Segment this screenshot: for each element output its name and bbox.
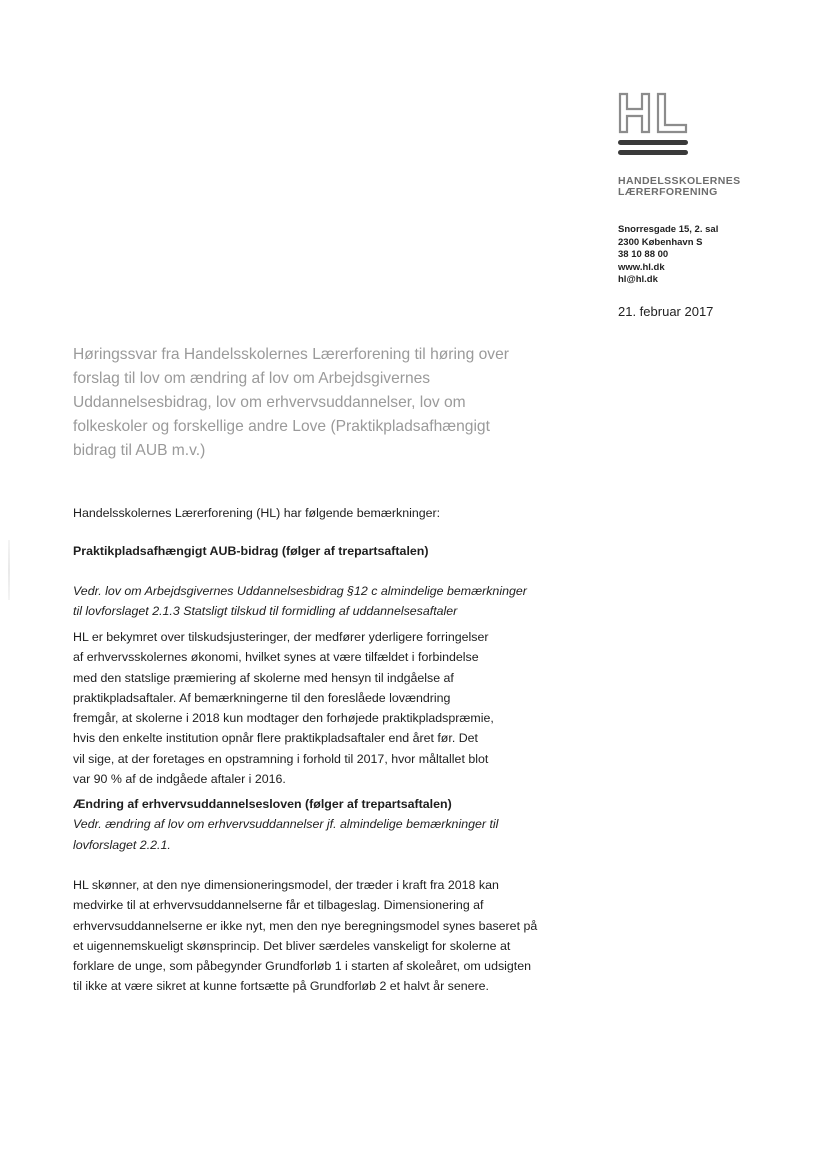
body-line: med den statslige præmiering af skolerne med hensyn til indgåelse af bbox=[73, 670, 454, 685]
intro-paragraph: Handelsskolernes Lærerforening (HL) har følgende bemærkninger: bbox=[73, 506, 441, 520]
body-line: var 90 % af de indgåede aftaler i 2016. bbox=[73, 772, 286, 787]
title-line: Høringssvar fra Handelsskolernes Lærerforening til høring over bbox=[73, 346, 509, 363]
title-line: forslag til lov om ændring af lov om Arbejdsgivernes bbox=[73, 370, 431, 387]
sender-address bbox=[618, 224, 718, 287]
title-line: bidrag til AUB m.v.) bbox=[73, 442, 206, 459]
section1-reference bbox=[73, 581, 573, 622]
body-line: fremgår, at skolerne i 2018 kun modtager den forhøjede praktikpladspræmie, bbox=[73, 711, 494, 726]
hl-logo bbox=[618, 92, 698, 158]
reference-line: til lovforslaget 2.1.3 Statsligt tilskud til formidling af uddannelsesaftaler bbox=[73, 604, 458, 619]
address-phone: 38 10 88 00 bbox=[618, 249, 669, 261]
body-line: et uigennemskueligt skønsprincip. Det bliver særdeles vanskeligt for skolerne at bbox=[73, 938, 511, 953]
section1-heading: Praktikpladsafhængigt AUB-bidrag (følger af trepartsaftalen) bbox=[73, 544, 429, 558]
title-line: folkeskoler og forskellige andre Love (Praktikpladsafhængigt bbox=[73, 418, 490, 435]
body-line: forklare de unge, som påbegynder Grundforløb 1 i starten af skoleåret, om udsigten bbox=[73, 959, 532, 974]
section2-heading: Ændring af erhvervsuddannelsesloven (følger af trepartsaftalen) bbox=[73, 797, 452, 811]
reference-line: Vedr. lov om Arbejdsgivernes Uddannelsesbidrag §12 c almindelige bemærkninger bbox=[73, 584, 527, 598]
org-name-line: LÆRERFORENING bbox=[618, 186, 718, 198]
address-website: www.hl.dk bbox=[618, 261, 665, 273]
body-line: praktikpladsaftaler. Af bemærkningerne til den foreslåede lovændring bbox=[73, 690, 451, 705]
address-email: hl@hl.dk bbox=[618, 274, 658, 286]
body-line: hvis den enkelte institution opnår flere praktikpladsaftaler end året før. Det bbox=[73, 731, 478, 746]
document-title bbox=[73, 343, 573, 463]
org-name bbox=[618, 176, 741, 198]
org-name-line: HANDELSSKOLERNES bbox=[618, 175, 741, 187]
address-street: Snorresgade 15, 2. sal bbox=[618, 224, 719, 235]
logo-letters bbox=[620, 94, 686, 132]
body-line: erhvervsuddannelserne er ikke nyt, men den nye beregningsmodel synes baseret på bbox=[73, 918, 538, 933]
body-line: medvirke til at erhvervsuddannelserne får et tilbageslag. Dimensionering af bbox=[73, 898, 484, 913]
section3-body bbox=[73, 875, 573, 997]
reference-line: lovforslaget 2.2.1. bbox=[73, 837, 171, 852]
section1-body bbox=[73, 627, 573, 789]
body-line: af erhvervsskolernes økonomi, hvilket synes at være tilfældet i forbindelse bbox=[73, 650, 479, 665]
scan-margin-mark bbox=[8, 540, 10, 600]
title-line: Uddannelsesbidrag, lov om erhvervsuddannelser, lov om bbox=[73, 394, 466, 411]
letter-date: 21. februar 2017 bbox=[618, 304, 714, 319]
section2 bbox=[73, 794, 573, 855]
body-line: HL skønner, at den nye dimensioneringsmodel, der træder i kraft fra 2018 kan bbox=[73, 878, 499, 892]
reference-line: Vedr. ændring af lov om erhvervsuddannelser jf. almindelige bemærkninger til bbox=[73, 817, 499, 832]
body-line: til ikke at være sikret at kunne fortsætte på Grundforløb 2 et halvt år senere. bbox=[73, 979, 489, 994]
body-line: vil sige, at der foretages en opstramning i forhold til 2017, hvor måltallet blot bbox=[73, 751, 489, 766]
body-line: HL er bekymret over tilskudsjusteringer, der medfører yderligere forringelser bbox=[73, 630, 489, 644]
address-city: 2300 København S bbox=[618, 236, 703, 248]
